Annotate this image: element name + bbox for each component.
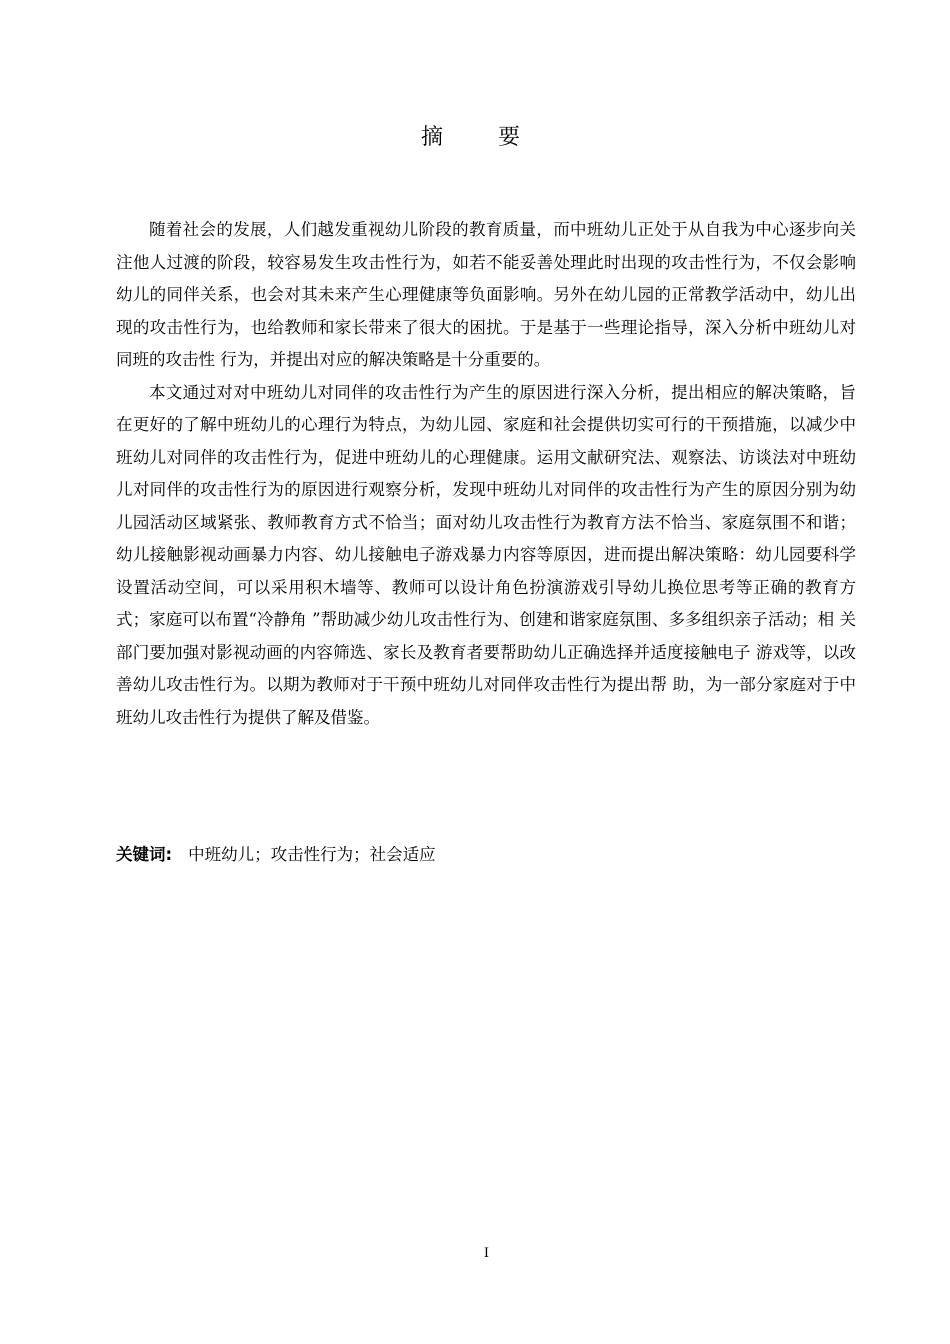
abstract-body <box>116 214 856 734</box>
keywords-value: 中班幼儿；攻击性行为；社会适应 <box>188 845 436 864</box>
keywords-label: 关键词: <box>116 845 173 864</box>
abstract-paragraph-1: 随着社会的发展，人们越发重视幼儿阶段的教育质量，而中班幼儿正处于从自我为中心逐步向关注他人过渡的阶段，较容易发生攻击性行为，如若不能妥善处理此时出现的攻击性行为，不仅会影响幼儿的同伴关系，也会对其未来产生心理健康等负面影响。另外在幼儿园的正常教学活动中，幼儿出现的攻击性行为，也给教师和家长带来了很大的困扰。于是基于一些理论指导，深入分析中班幼儿对同班的攻击性 行为，并提出对应的解决策略是十分重要的。 <box>116 220 856 369</box>
keywords-line <box>116 839 856 871</box>
page-number: I <box>483 1246 490 1261</box>
page-title: 摘 要 <box>421 125 544 150</box>
abstract-paragraph-2: 本文通过对对中班幼儿对同伴的攻击性行为产生的原因进行深入分析，提出相应的解决策略，旨在更好的了解中班幼儿的心理行为特点，为幼儿园、家庭和社会提供切实可行的干预措施，以减少中班幼儿对同伴的攻击性行为，促进中班幼儿的心理健康。运用文献研究法、观察法、访谈法对中班幼儿对同伴的攻击性行为的原因进行观察分析，发现中班幼儿对同伴的攻击性行为产生的原因分别为幼儿园活动区域紧张、教师教育方式不恰当；面对幼儿攻击性行为教育方法不恰当、家庭氛围不和谐；幼儿接触影视动画暴力内容、幼儿接触电子游戏暴力内容等原因，进而提出解决策略：幼儿园要科学设置活动空间，可以采用积木墙等、教师可以设计角色扮演游戏引导幼儿换位思考等正确的教育方式；家庭可以布置“冷静角 ”帮助减少幼儿攻击性行为、创建和谐家庭氛围、多多组织亲子活动；相 关部门要加强对影视动画的内容筛选、家长及教育者要帮助幼儿正确选择并适度接触电子 游戏等，以改善幼儿攻击性行为。以期为教师对于干预中班幼儿对同伴攻击性行为提出帮 助，为一部分家庭对于中班幼儿攻击性行为提供了解及借鉴。 <box>116 382 856 727</box>
